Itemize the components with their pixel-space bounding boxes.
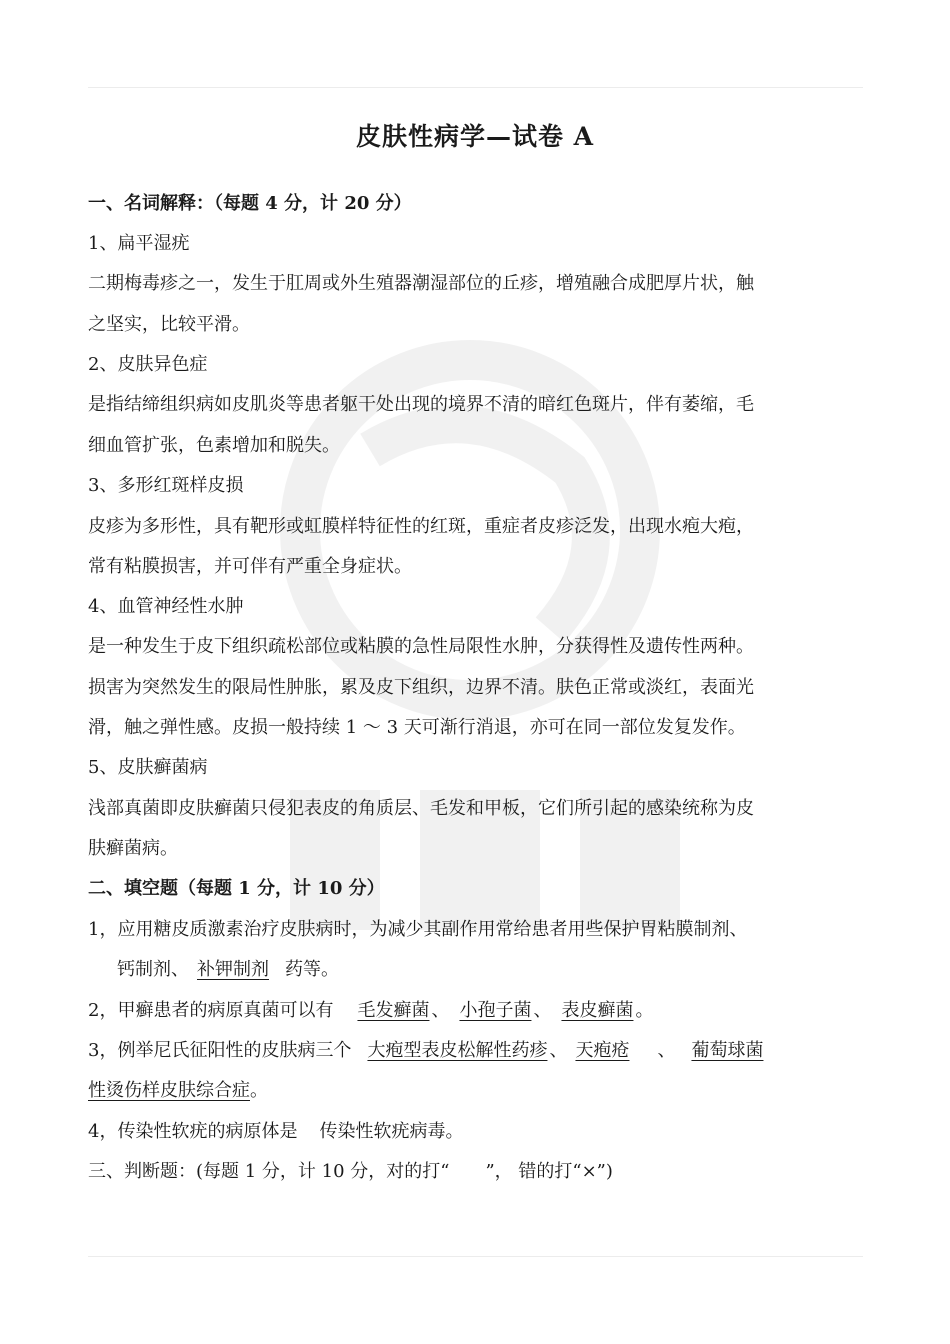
fill-question-3-line1 (88, 1038, 765, 1064)
fill-question-1-line2 (117, 957, 339, 983)
answer-blank: 毛发癣菌 (357, 1000, 430, 1021)
separator: 、 (549, 1040, 568, 1061)
answer-blank: 表皮癣菌 (561, 1000, 634, 1021)
answer-blank: 葡萄球菌 (691, 1040, 764, 1061)
definition-line: 之坚实，比较平滑。 (88, 314, 250, 335)
separator: 、 (533, 1000, 552, 1021)
bottom-rule (88, 1256, 863, 1257)
answer-blank: 补钾制剂 (197, 959, 269, 980)
term-4: 4、血管神经性水肿 (88, 596, 244, 617)
term-3: 3、多形红斑样皮损 (88, 475, 244, 496)
term-5: 5、皮肤癣菌病 (88, 757, 208, 778)
definition-line: 是指结缔组织病如皮肌炎等患者躯干处出现的境界不清的暗红色斑片，伴有萎缩，毛 (88, 394, 754, 415)
page-title: 皮肤性病学—试卷 A (355, 122, 595, 151)
answer-blank: 天疱疮 (575, 1040, 630, 1061)
answer-blank: 小孢子菌 (459, 1000, 532, 1021)
question-text: 钙制剂、 (117, 959, 189, 980)
question-text: 。 (635, 1000, 654, 1021)
fill-question-3-line2 (88, 1078, 268, 1104)
definition-line: 损害为突然发生的限局性肿胀，累及皮下组织，边界不清。肤色正常或淡红，表面光 (88, 677, 754, 698)
fill-question-4 (88, 1119, 463, 1145)
definition-line: 常有粘膜损害，并可伴有严重全身症状。 (88, 556, 412, 577)
question-text: 4，传染性软疣的病原体是 (88, 1121, 298, 1142)
definition-line: 滑，触之弹性感。皮损一般持续 1 ～ 3 天可渐行消退，亦可在同一部位发复发作。 (88, 717, 746, 738)
separator: 、 (657, 1040, 676, 1061)
fill-question-1-line1: 1，应用糖皮质激素治疗皮肤病时，为减少其副作用常给患者用些保护胃粘膜制剂、 (88, 919, 748, 940)
separator: 、 (431, 1000, 450, 1021)
question-text: 。 (445, 1121, 464, 1142)
question-text: 药等。 (285, 959, 339, 980)
top-rule (88, 87, 863, 88)
question-text: 2，甲癣患者的病原真菌可以有 (88, 1000, 334, 1021)
term-1: 1、扁平湿疣 (88, 233, 190, 254)
answer-blank: 性烫伤样皮肤综合症 (88, 1080, 250, 1101)
definition-line: 细血管扩张，色素增加和脱失。 (88, 435, 340, 456)
answer-text: 传染性软疣病毒 (319, 1121, 446, 1142)
section3-heading: 三、判断题：(每题 1 分，计 10 分，对的打“ ”， 错的打“×”) (88, 1161, 613, 1182)
definition-line: 二期梅毒疹之一，发生于肛周或外生殖器潮湿部位的丘疹，增殖融合成肥厚片状，触 (88, 273, 754, 294)
definition-line: 皮疹为多形性，具有靶形或虹膜样特征性的红斑，重症者皮疹泛发，出现水疱大疱， (88, 516, 754, 537)
term-2: 2、皮肤异色症 (88, 354, 208, 375)
definition-line: 肤癣菌病。 (88, 838, 178, 859)
section1-heading: 一、名词解释：（每题 4 分，计 20 分） (88, 193, 412, 214)
question-text: 。 (250, 1080, 268, 1101)
question-text: 3，例举尼氏征阳性的皮肤病三个 (88, 1040, 352, 1061)
fill-question-2 (88, 998, 653, 1024)
section2-heading: 二、填空题（每题 1 分，计 10 分） (88, 878, 385, 899)
definition-line: 浅部真菌即皮肤癣菌只侵犯表皮的角质层、毛发和甲板，它们所引起的感染统称为皮 (88, 798, 754, 819)
definition-line: 是一种发生于皮下组织疏松部位或粘膜的急性局限性水肿，分获得性及遗传性两种。 (88, 636, 754, 657)
answer-blank: 大疱型表皮松解性药疹 (367, 1040, 548, 1061)
